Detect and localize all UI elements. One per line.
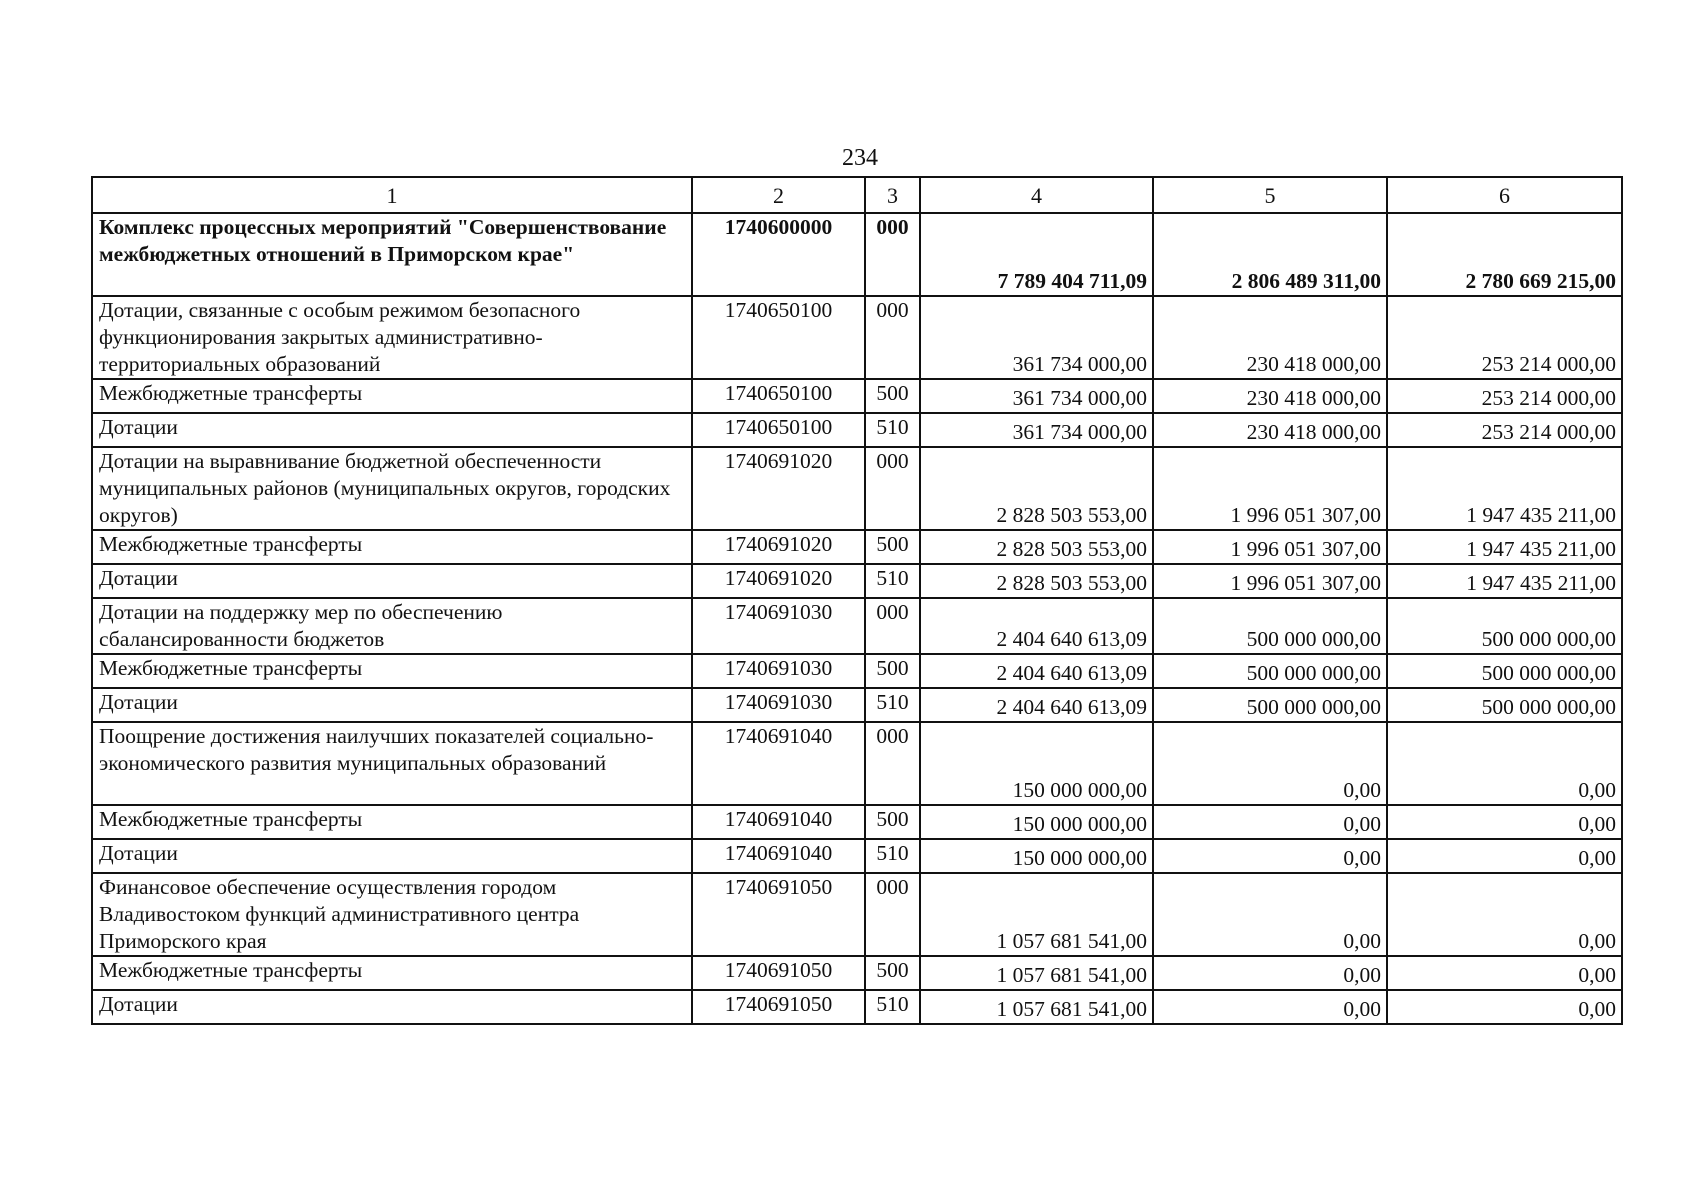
row-value-2: 230 418 000,00 [1153,296,1387,379]
table-row [92,722,1622,805]
budget-table [91,176,1623,1025]
row-kvr: 000 [865,722,920,805]
row-name: Межбюджетные трансферты [92,379,692,413]
row-value-1: 2 828 503 553,00 [920,564,1153,598]
row-kvr: 510 [865,564,920,598]
table-row [92,564,1622,598]
row-value-2: 0,00 [1153,956,1387,990]
row-name: Дотации [92,413,692,447]
row-value-1: 7 789 404 711,09 [920,213,1153,296]
table-row [92,654,1622,688]
row-value-3: 0,00 [1387,722,1622,805]
row-name: Дотации, связанные с особым режимом безопасного функционирования закрытых административно-территориальных образований [92,296,692,379]
row-value-3: 1 947 435 211,00 [1387,564,1622,598]
row-kvr: 500 [865,805,920,839]
row-name: Поощрение достижения наилучших показателей социально-экономического развития муниципальных образований [92,722,692,805]
row-name: Межбюджетные трансферты [92,530,692,564]
row-name: Дотации на выравнивание бюджетной обеспеченности муниципальных районов (муниципальных округов, городских округов) [92,447,692,530]
row-value-2: 230 418 000,00 [1153,413,1387,447]
row-code: 1740691030 [692,688,865,722]
row-value-3: 500 000 000,00 [1387,598,1622,654]
row-value-3: 1 947 435 211,00 [1387,447,1622,530]
row-value-2: 0,00 [1153,873,1387,956]
row-kvr: 510 [865,990,920,1024]
row-kvr: 500 [865,654,920,688]
row-code: 1740691020 [692,564,865,598]
row-value-3: 0,00 [1387,956,1622,990]
table-row [92,873,1622,956]
column-number-row [92,177,1622,213]
row-code: 1740650100 [692,379,865,413]
row-name: Дотации [92,564,692,598]
row-value-1: 2 828 503 553,00 [920,447,1153,530]
row-kvr: 000 [865,296,920,379]
row-value-3: 253 214 000,00 [1387,296,1622,379]
row-code: 1740691050 [692,990,865,1024]
row-value-3: 0,00 [1387,873,1622,956]
row-value-2: 1 996 051 307,00 [1153,564,1387,598]
row-value-1: 1 057 681 541,00 [920,990,1153,1024]
table-row [92,956,1622,990]
column-number: 4 [920,177,1153,213]
table-row [92,447,1622,530]
row-value-1: 2 404 640 613,09 [920,688,1153,722]
row-code: 1740691020 [692,530,865,564]
table-row [92,839,1622,873]
row-code: 1740691030 [692,654,865,688]
row-value-2: 230 418 000,00 [1153,379,1387,413]
row-value-3: 500 000 000,00 [1387,688,1622,722]
row-value-2: 2 806 489 311,00 [1153,213,1387,296]
row-name: Межбюджетные трансферты [92,654,692,688]
row-value-1: 361 734 000,00 [920,413,1153,447]
row-value-2: 0,00 [1153,805,1387,839]
column-number: 6 [1387,177,1622,213]
row-kvr: 500 [865,956,920,990]
table-row [92,296,1622,379]
row-kvr: 500 [865,530,920,564]
row-value-1: 150 000 000,00 [920,722,1153,805]
row-value-3: 2 780 669 215,00 [1387,213,1622,296]
page-number: 234 [842,145,878,171]
row-name: Межбюджетные трансферты [92,805,692,839]
row-value-2: 1 996 051 307,00 [1153,447,1387,530]
row-name: Межбюджетные трансферты [92,956,692,990]
row-code: 1740691040 [692,839,865,873]
table-row [92,213,1622,296]
row-value-2: 500 000 000,00 [1153,598,1387,654]
row-code: 1740691040 [692,805,865,839]
table-row [92,990,1622,1024]
row-value-1: 2 828 503 553,00 [920,530,1153,564]
row-value-1: 361 734 000,00 [920,296,1153,379]
column-number: 5 [1153,177,1387,213]
row-value-2: 0,00 [1153,990,1387,1024]
row-kvr: 000 [865,213,920,296]
row-kvr: 510 [865,413,920,447]
table-row [92,688,1622,722]
row-value-2: 500 000 000,00 [1153,654,1387,688]
table-row [92,530,1622,564]
row-kvr: 000 [865,873,920,956]
row-value-2: 500 000 000,00 [1153,688,1387,722]
column-number: 3 [865,177,920,213]
row-value-3: 253 214 000,00 [1387,379,1622,413]
row-code: 1740650100 [692,296,865,379]
row-kvr: 000 [865,598,920,654]
row-value-1: 2 404 640 613,09 [920,654,1153,688]
row-kvr: 510 [865,688,920,722]
row-code: 1740691040 [692,722,865,805]
row-value-3: 0,00 [1387,990,1622,1024]
row-value-1: 2 404 640 613,09 [920,598,1153,654]
row-name: Финансовое обеспечение осуществления городом Владивостоком функций административного центра Приморского края [92,873,692,956]
row-kvr: 500 [865,379,920,413]
row-value-1: 150 000 000,00 [920,839,1153,873]
row-kvr: 000 [865,447,920,530]
row-name: Дотации на поддержку мер по обеспечению сбалансированности бюджетов [92,598,692,654]
row-value-2: 0,00 [1153,722,1387,805]
row-value-3: 500 000 000,00 [1387,654,1622,688]
row-value-1: 361 734 000,00 [920,379,1153,413]
row-value-3: 1 947 435 211,00 [1387,530,1622,564]
row-name: Дотации [92,688,692,722]
row-value-3: 0,00 [1387,839,1622,873]
row-name: Дотации [92,990,692,1024]
column-number: 2 [692,177,865,213]
row-code: 1740691050 [692,873,865,956]
column-number: 1 [92,177,692,213]
row-value-1: 1 057 681 541,00 [920,956,1153,990]
row-value-2: 1 996 051 307,00 [1153,530,1387,564]
row-code: 1740600000 [692,213,865,296]
row-value-2: 0,00 [1153,839,1387,873]
row-code: 1740650100 [692,413,865,447]
table-row [92,379,1622,413]
row-value-1: 1 057 681 541,00 [920,873,1153,956]
table-row [92,413,1622,447]
row-name: Дотации [92,839,692,873]
row-name: Комплекс процессных мероприятий "Совершенствование межбюджетных отношений в Приморском крае" [92,213,692,296]
row-code: 1740691030 [692,598,865,654]
row-value-1: 150 000 000,00 [920,805,1153,839]
row-code: 1740691050 [692,956,865,990]
table-row [92,598,1622,654]
row-value-3: 0,00 [1387,805,1622,839]
row-kvr: 510 [865,839,920,873]
table-row [92,805,1622,839]
row-value-3: 253 214 000,00 [1387,413,1622,447]
row-code: 1740691020 [692,447,865,530]
